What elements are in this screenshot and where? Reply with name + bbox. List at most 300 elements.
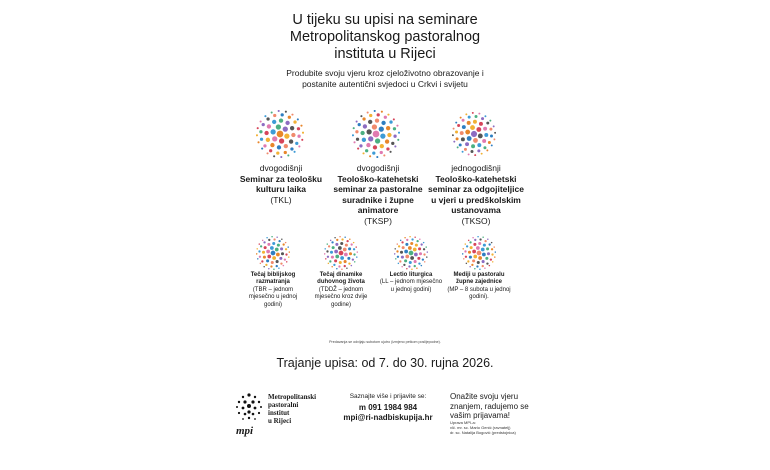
burst-dot	[473, 120, 477, 124]
burst-dot	[462, 248, 463, 249]
burst-dot	[457, 124, 460, 127]
burst-dot	[461, 137, 465, 141]
burst-dot	[363, 124, 367, 128]
burst-dot	[325, 258, 326, 259]
burst-dot	[427, 251, 428, 252]
burst-dot	[275, 248, 279, 252]
burst-dot	[479, 269, 480, 270]
burst-dot	[348, 247, 351, 250]
burst-dot	[484, 267, 485, 268]
contact-phone[interactable]: m 091 1984 984	[358, 403, 418, 412]
burst-dot	[262, 240, 263, 241]
burst-dot	[404, 250, 408, 254]
burst-dot	[393, 118, 395, 120]
burst-dot	[344, 236, 345, 237]
burst-dot	[401, 266, 402, 267]
burst-dot	[333, 264, 335, 266]
burst-dot	[403, 264, 405, 266]
burst-dot	[399, 260, 401, 262]
burst-dot	[285, 111, 287, 113]
burst-dot	[327, 243, 328, 244]
burst-dot	[426, 256, 427, 257]
burst-dot	[287, 246, 288, 247]
burst-dot	[453, 128, 455, 130]
burst-dot	[472, 250, 476, 254]
burst-dot	[396, 250, 398, 252]
contact-block	[338, 393, 438, 422]
burst-dot	[285, 253, 287, 255]
burst-dot	[476, 265, 478, 267]
contact-email[interactable]: mpi@ri-nadbiskupija.hr	[343, 413, 433, 422]
burst-dot	[288, 256, 289, 257]
burst-dot	[468, 116, 471, 119]
burst-dot	[470, 246, 473, 249]
burst-dot	[259, 256, 261, 258]
burst-dot	[420, 243, 422, 245]
program-2-dot-burst-icon	[352, 110, 400, 158]
burst-dot	[483, 127, 487, 131]
burst-dot	[386, 126, 390, 130]
program-3-name: Teološko-katehetski seminar za odgojiteljice u vjeri u predškolskim ustanovama	[428, 173, 524, 215]
burst-dot	[281, 239, 282, 240]
burst-dot	[414, 253, 418, 257]
burst-dot	[295, 142, 298, 145]
burst-dot	[492, 261, 493, 262]
burst-dot	[405, 243, 408, 246]
institute-name-line-1: Metropolitanski	[268, 393, 317, 401]
burst-dot	[473, 255, 477, 259]
burst-dot	[414, 265, 416, 267]
burst-dot	[330, 251, 333, 254]
burst-dot	[283, 126, 288, 131]
burst-dot	[394, 253, 395, 254]
burst-dot	[257, 258, 258, 259]
burst-dot	[462, 253, 463, 254]
burst-dot	[478, 113, 480, 115]
burst-dot	[465, 142, 469, 146]
burst-dot	[401, 241, 403, 243]
burst-dot	[291, 114, 293, 116]
burst-dot	[485, 257, 488, 260]
burst-dot	[257, 127, 259, 129]
burst-dot	[477, 251, 482, 256]
burst-dot	[414, 260, 417, 263]
burst-dot	[486, 122, 489, 125]
burst-dot	[266, 259, 269, 262]
burst-dot	[490, 258, 492, 260]
burst-dot	[353, 127, 355, 129]
burst-dot	[482, 253, 486, 257]
burst-dot	[489, 120, 491, 122]
burst-dot	[374, 110, 376, 112]
burst-dot	[478, 256, 482, 260]
burst-dot	[264, 131, 268, 135]
burst-dot	[491, 242, 492, 243]
burst-dot	[330, 240, 331, 241]
burst-dot	[259, 130, 262, 133]
burst-dot	[387, 133, 391, 137]
burst-dot	[278, 267, 279, 268]
course-3	[379, 272, 443, 294]
burst-dot	[285, 121, 289, 125]
burst-dot	[359, 144, 362, 147]
burst-dot	[381, 121, 385, 125]
burst-dot	[260, 245, 262, 247]
burst-dot	[360, 115, 362, 117]
burst-dot	[300, 125, 302, 127]
burst-dot	[261, 260, 263, 262]
burst-dot	[358, 123, 361, 126]
burst-dot	[278, 240, 280, 242]
burst-dot	[479, 122, 483, 126]
burst-dot	[385, 139, 389, 143]
burst-dot	[375, 118, 379, 122]
burst-dot	[372, 124, 377, 129]
logo-wordmark: mpi	[236, 425, 254, 437]
burst-dot	[284, 133, 289, 138]
burst-dot	[268, 268, 269, 269]
course-3-note: (LL – jednom mjesečno u jednoj godini)	[379, 279, 443, 293]
burst-dot	[409, 236, 410, 237]
burst-dot	[335, 255, 339, 259]
burst-dot	[494, 256, 495, 257]
burst-dot	[408, 246, 412, 250]
burst-dot	[470, 150, 473, 153]
burst-dot	[265, 264, 267, 266]
burst-dot	[287, 154, 289, 156]
burst-dot	[406, 239, 408, 241]
burst-dot	[273, 155, 275, 157]
burst-dot	[394, 145, 396, 147]
burst-dot	[269, 149, 272, 152]
burst-dot	[329, 260, 331, 262]
burst-dot	[289, 251, 290, 252]
burst-dot	[387, 114, 389, 116]
burst-dot	[343, 248, 347, 252]
burst-dot	[463, 258, 464, 259]
burst-dot	[353, 253, 355, 255]
burst-dot	[349, 239, 350, 240]
burst-dot	[468, 251, 471, 254]
burst-dot	[262, 123, 265, 126]
title-line-2: Metropolitanskog pastoralnog	[289, 29, 481, 45]
burst-dot	[466, 245, 468, 247]
burst-dot	[424, 261, 425, 262]
burst-dot	[360, 131, 364, 135]
burst-dot	[266, 250, 270, 254]
burst-dot	[282, 243, 284, 245]
program-1-dot-burst-icon	[256, 110, 304, 158]
burst-dot	[271, 251, 276, 256]
burst-dot	[365, 149, 368, 152]
burst-dot	[394, 248, 395, 249]
burst-dot	[270, 143, 274, 147]
burst-dot	[266, 117, 269, 120]
contact-lead: Saznajte više i prijavite se:	[349, 393, 427, 400]
burst-dot	[400, 251, 403, 254]
burst-dot	[266, 138, 270, 142]
burst-dot	[346, 267, 347, 268]
burst-dot	[345, 244, 348, 247]
burst-dot	[457, 146, 459, 148]
burst-dot	[486, 262, 488, 264]
program-2-name: Teološko-katehetski seminar za pastoralne suradnike i župne animatore	[333, 173, 423, 215]
burst-dot	[493, 125, 495, 127]
burst-dot	[353, 242, 354, 243]
burst-dot	[357, 148, 359, 150]
burst-dot	[340, 242, 343, 245]
burst-dot	[469, 256, 472, 259]
burst-dot	[264, 246, 267, 249]
burst-dot	[324, 253, 325, 254]
burst-dot	[410, 256, 414, 260]
burst-dot	[376, 156, 378, 158]
burst-dot	[425, 246, 426, 247]
burst-dot	[258, 250, 260, 252]
burst-dot	[334, 237, 335, 238]
burst-dot	[477, 149, 480, 152]
burst-dot	[353, 141, 355, 143]
burst-dot	[409, 261, 412, 264]
program-2-duration: dvogodišnji	[356, 163, 400, 173]
burst-dot	[259, 243, 260, 244]
burst-dot	[276, 236, 277, 237]
burst-dot	[486, 247, 489, 250]
institute-name-line-2: pastoralni	[268, 401, 299, 409]
burst-dot	[477, 236, 478, 237]
burst-dot	[419, 239, 420, 240]
burst-dot	[405, 255, 409, 259]
burst-dot	[423, 253, 425, 255]
burst-dot	[366, 129, 371, 134]
burst-dot	[406, 268, 407, 269]
burst-dot	[423, 248, 425, 250]
course-1-note: (TBR – jednom mjesečno u jednoj godini)	[248, 286, 298, 308]
burst-dot	[418, 262, 420, 264]
burst-dot	[280, 262, 282, 264]
burst-dot	[276, 260, 279, 263]
burst-dot	[455, 122, 457, 124]
burst-dot	[355, 130, 358, 133]
burst-dot	[290, 147, 293, 150]
burst-dot	[484, 115, 486, 117]
footnote: Predavanja se odvijaju subotom ujutro (izmjeno petkom poslijepodne).	[329, 340, 441, 344]
burst-dot	[400, 240, 401, 241]
burst-dot	[298, 145, 300, 147]
burst-dot	[272, 256, 276, 260]
burst-dot	[462, 151, 464, 153]
subtitle: Produbite svoju vjeru kroz cjeloživotno obrazovanje i postanite autentični svjedoci u Crkvi i svijetu	[286, 68, 484, 89]
burst-dot	[473, 243, 476, 246]
burst-dot	[353, 248, 355, 250]
course-2-dot-burst-icon	[324, 236, 358, 270]
burst-dot	[284, 144, 288, 148]
burst-dot	[488, 141, 491, 144]
burst-dot	[482, 260, 485, 263]
burst-dot	[455, 130, 458, 133]
burst-dot	[465, 243, 466, 244]
burst-dot	[262, 251, 265, 254]
course-4-name: Mediji u pastoralu župne zajednice	[453, 272, 505, 286]
burst-dot	[289, 139, 293, 143]
burst-dot	[267, 243, 270, 246]
burst-dot	[414, 236, 415, 237]
course-4-note: (MP – 8 subota u jednoj godini).	[447, 286, 511, 301]
burst-dot	[494, 132, 496, 134]
burst-dot	[481, 117, 484, 120]
burst-dot	[273, 269, 274, 270]
burst-dot	[331, 266, 332, 267]
burst-dot	[481, 153, 483, 155]
burst-dot	[393, 135, 396, 138]
burst-dot	[346, 240, 348, 242]
burst-dot	[297, 135, 300, 138]
burst-dot	[397, 139, 399, 141]
burst-dot	[356, 138, 359, 141]
burst-dot	[362, 117, 365, 120]
page-title	[228, 12, 542, 63]
burst-dot	[279, 257, 282, 260]
burst-dot	[293, 120, 296, 123]
course-3-dot-burst-icon	[394, 236, 428, 270]
signature-line-1: Uprava MPI-a:	[450, 420, 476, 425]
burst-dot	[266, 152, 268, 154]
burst-dot	[477, 261, 480, 264]
burst-dot	[344, 260, 347, 263]
burst-dot	[277, 145, 281, 149]
burst-dot	[460, 131, 464, 135]
poster	[228, 0, 542, 470]
burst-dot	[297, 127, 300, 130]
burst-dot	[408, 265, 410, 267]
burst-dot	[491, 144, 493, 146]
burst-dot	[379, 126, 384, 131]
burst-dot	[294, 151, 296, 153]
burst-dot	[482, 139, 486, 143]
burst-dot	[283, 265, 284, 266]
burst-dot	[263, 144, 266, 147]
institute-logo-icon	[234, 392, 264, 422]
burst-dot	[263, 241, 265, 243]
burst-dot	[284, 151, 287, 154]
burst-dot	[326, 250, 328, 252]
burst-dot	[348, 262, 350, 264]
burst-dot	[256, 134, 258, 136]
course-1-name: Tečaj biblijskog razmatranja	[250, 272, 296, 286]
course-2-name: Tečaj dinamike duhovnog života	[317, 272, 365, 286]
burst-dot	[456, 137, 459, 140]
burst-dot	[390, 151, 392, 153]
burst-dot	[373, 145, 377, 149]
burst-dot	[302, 132, 304, 134]
burst-dot	[276, 124, 281, 129]
burst-dot	[411, 238, 413, 240]
burst-dot	[334, 259, 337, 262]
burst-dot	[464, 250, 466, 252]
burst-dot	[288, 116, 291, 119]
burst-dot	[273, 238, 275, 240]
burst-dot	[489, 128, 492, 131]
program-3-dot-burst-icon	[452, 112, 496, 156]
burst-dot	[380, 144, 384, 148]
burst-dot	[467, 260, 469, 262]
burst-dot	[493, 246, 494, 247]
burst-dot	[486, 149, 488, 151]
program-1-abbr: (TKL)	[270, 194, 292, 205]
burst-dot	[474, 154, 476, 156]
burst-dot	[381, 111, 383, 113]
burst-dot	[349, 252, 352, 255]
burst-dot	[470, 125, 475, 130]
institute-name-line-3: institut	[268, 409, 290, 417]
signature-line-2: vlč. mr. sc. Mario Genić (ravnatelj)	[450, 424, 511, 430]
burst-dot	[377, 113, 380, 116]
burst-dot	[489, 265, 490, 266]
burst-dot	[369, 114, 372, 117]
burst-dot	[263, 266, 264, 267]
burst-dot	[479, 238, 481, 240]
burst-dot	[402, 246, 405, 249]
burst-dot	[291, 133, 295, 137]
title-line-1: U tijeku su upisi na seminare	[292, 12, 478, 28]
burst-dot	[336, 268, 337, 269]
course-4-dot-burst-icon	[462, 236, 496, 270]
burst-dot	[395, 258, 396, 259]
burst-dot	[368, 120, 372, 124]
burst-dot	[380, 133, 385, 138]
burst-dot	[483, 146, 486, 149]
burst-dot	[278, 110, 280, 112]
signature	[450, 421, 546, 435]
burst-dot	[344, 253, 348, 257]
burst-dot	[272, 120, 276, 124]
burst-dot	[476, 246, 480, 250]
burst-dot	[380, 151, 383, 154]
burst-dot	[276, 151, 279, 154]
enrollment-dates: Trajanje upisa: od 7. do 30. rujna 2026.	[276, 356, 494, 370]
burst-dot	[273, 114, 276, 117]
burst-dot	[484, 133, 488, 137]
burst-dot	[466, 263, 467, 264]
burst-dot	[368, 136, 373, 141]
burst-dot	[464, 148, 467, 151]
program-1-duration: dvogodišnji	[259, 163, 303, 173]
burst-dot	[373, 131, 380, 138]
burst-dot	[264, 115, 266, 117]
burst-dot	[473, 138, 478, 143]
burst-dot	[280, 247, 283, 250]
burst-dot	[276, 253, 280, 257]
burst-dot	[404, 259, 407, 262]
burst-dot	[256, 253, 257, 254]
course-1	[240, 272, 306, 309]
burst-dot	[421, 265, 422, 266]
burst-dot	[452, 134, 454, 136]
burst-dot	[465, 113, 467, 115]
burst-dot	[272, 242, 275, 245]
burst-dot	[391, 142, 394, 145]
burst-dot	[277, 131, 284, 138]
burst-dot	[474, 268, 475, 269]
burst-dot	[398, 132, 400, 134]
burst-dot	[416, 240, 418, 242]
burst-dot	[272, 136, 277, 141]
course-1-dot-burst-icon	[256, 236, 290, 270]
burst-dot	[279, 118, 283, 122]
burst-dot	[285, 242, 286, 243]
burst-dot	[336, 239, 338, 241]
burst-dot	[344, 265, 346, 267]
